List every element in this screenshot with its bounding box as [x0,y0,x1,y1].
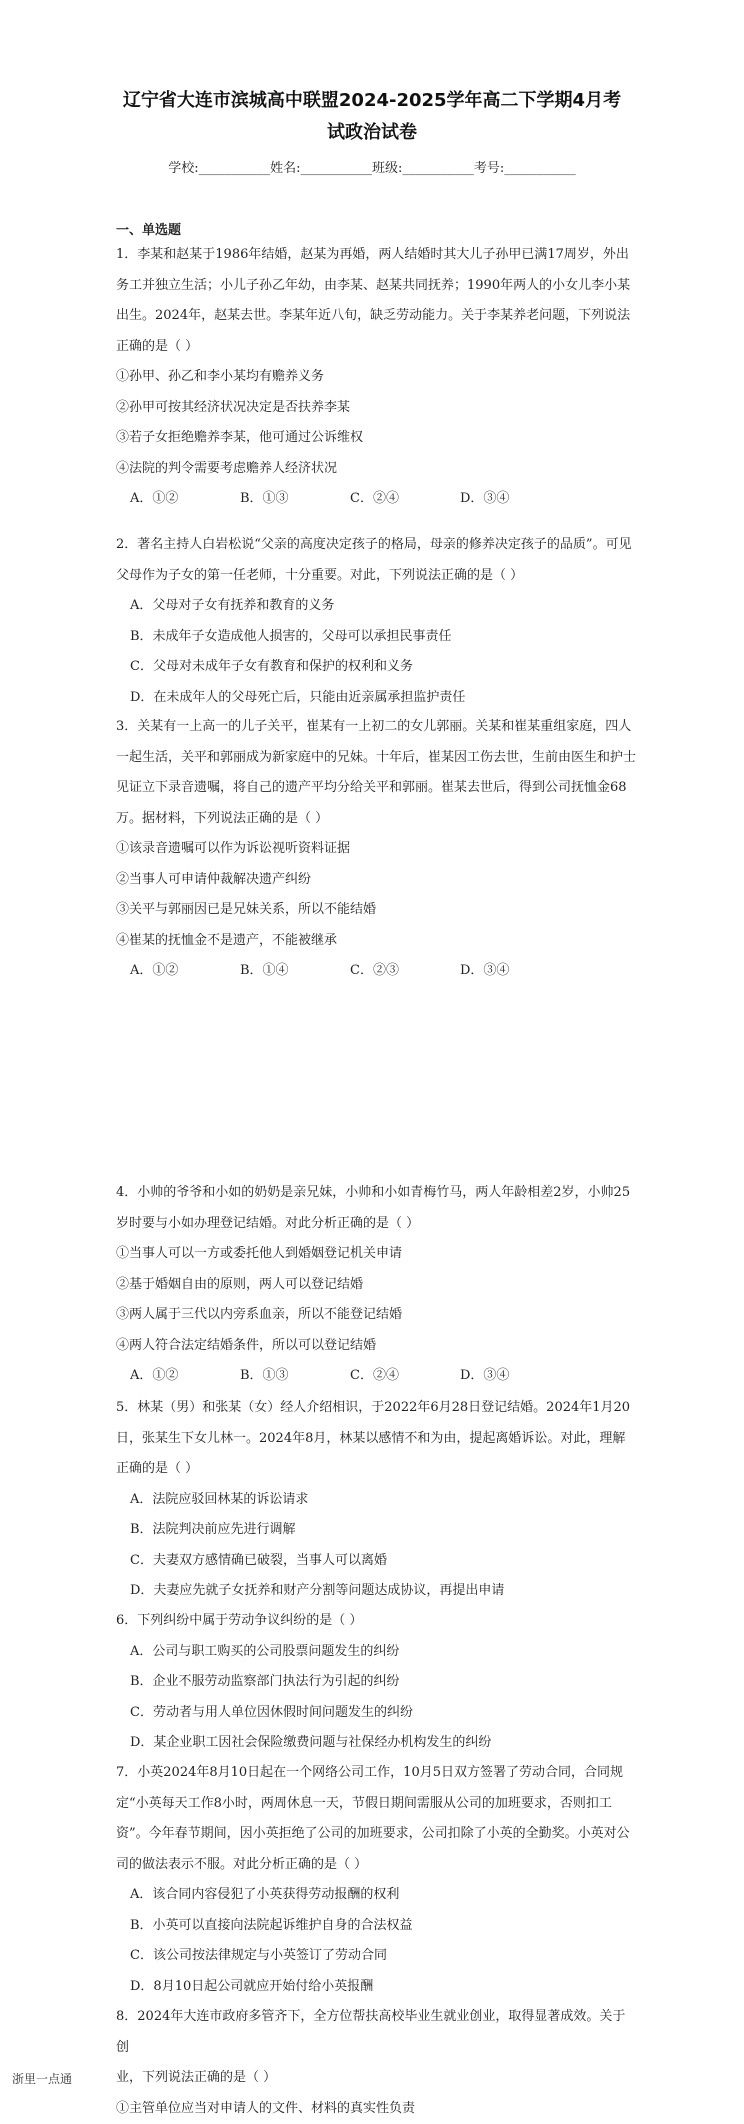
question-4 [116,1178,636,1392]
question-3 [116,712,636,987]
question-1 [116,240,636,515]
q2-choice-d[interactable]: D．在未成年人的父母死亡后，只能由近亲属承担监护责任 [116,683,636,714]
q1-choices [116,484,636,515]
q3-stem-line: 万。据材料，下列说法正确的是（ ） [116,804,636,835]
q3-stem-line: 见证立下录音遗嘱，将自己的遗产平均分给关平和郭丽。崔某去世后，得到公司抚恤金68 [116,773,636,804]
q7-stem-line: 定“小英每天工作8小时，两周休息一天，节假日期间需服从公司的加班要求，否则扣工 [116,1789,636,1820]
q2-stem-line: 父母作为子女的第一任老师，十分重要。对此，下列说法正确的是（ ） [116,561,636,592]
q6-choice-a[interactable]: A．公司与职工购买的公司股票问题发生的纠纷 [116,1637,636,1668]
q3-choice-c[interactable]: C．②③ [350,956,460,987]
q1-stem-line: 务工并独立生活；小儿子孙乙年幼，由李某、赵某共同抚养；1990年两人的小女儿李小某 [116,271,636,302]
q2-choice-a[interactable]: A．父母对子女有抚养和教育的义务 [116,591,636,622]
q3-item: ③关平与郭丽因已是兄妹关系，所以不能结婚 [116,895,636,926]
q2-choice-c[interactable]: C．父母对未成年子女有教育和保护的权利和义务 [116,652,636,683]
q5-stem-line: 5．林某（男）和张某（女）经人介绍相识，于2022年6月28日登记结婚。2024年1月20 [116,1393,636,1424]
q8-item: ①主管单位应当对申请人的文件、材料的真实性负责 [116,2094,636,2124]
q3-item: ②当事人可申请仲裁解决遗产纠纷 [116,865,636,896]
section-title: 一、单选题 [116,219,181,238]
q7-choice-d[interactable]: D．8月10日起公司就应开始付给小英报酬 [116,1972,636,2003]
q6-stem-line: 6．下列纠纷中属于劳动争议纠纷的是（ ） [116,1606,636,1637]
q1-item: ③若子女拒绝赡养李某，他可通过公诉维权 [116,423,636,454]
q6-choice-d[interactable]: D．某企业职工因社会保险缴费问题与社保经办机构发生的纠纷 [116,1728,636,1759]
q5-stem-line: 日，张某生下女儿林一。2024年8月，林某以感情不和为由，提起离婚诉讼。对此，理解 [116,1424,636,1455]
exam-title-line1: 辽宁省大连市滨城高中联盟2024-2025学年高二下学期4月考 [0,86,744,112]
q2-choice-b[interactable]: B．未成年子女造成他人损害的，父母可以承担民事责任 [116,622,636,653]
q1-choice-d[interactable]: D．③④ [460,484,570,515]
q1-choice-a[interactable]: A．①② [130,484,240,515]
q8-stem-line: 8．2024年大连市政府多管齐下，全方位帮扶高校毕业生就业创业，取得显著成效。关于创 [116,2002,636,2063]
q1-choice-c[interactable]: C．②④ [350,484,460,515]
q4-item: ②基于婚姻自由的原则，两人可以登记结婚 [116,1270,636,1301]
q4-choice-a[interactable]: A．①② [130,1361,240,1392]
q1-stem-line: 1．李某和赵某于1986年结婚，赵某为再婚，两人结婚时其大儿子孙甲已满17周岁，外出 [116,240,636,271]
q1-item: ②孙甲可按其经济状况决定是否扶养李某 [116,393,636,424]
q4-item: ①当事人可以一方或委托他人到婚姻登记机关申请 [116,1239,636,1270]
q1-choice-b[interactable]: B．①③ [240,484,350,515]
question-7 [116,1758,636,2002]
q3-choices [116,956,636,987]
q7-stem-line: 资”。今年春节期间，因小英拒绝了公司的加班要求，公司扣除了小英的全勤奖。小英对公 [116,1819,636,1850]
q4-choices [116,1361,636,1392]
q3-stem-line: 一起生活，关平和郭丽成为新家庭中的兄妹。十年后，崔某因工伤去世，生前由医生和护士 [116,743,636,774]
q6-choice-c[interactable]: C．劳动者与用人单位因休假时间问题发生的纠纷 [116,1698,636,1729]
q4-choice-d[interactable]: D．③④ [460,1361,570,1392]
q5-choice-a[interactable]: A．法院应驳回林某的诉讼请求 [116,1485,636,1516]
q1-stem-line: 出生。2024年，赵某去世。李某年近八旬，缺乏劳动能力。关于李某养老问题，下列说法 [116,301,636,332]
q4-choice-c[interactable]: C．②④ [350,1361,460,1392]
q2-stem-line: 2．著名主持人白岩松说“父亲的高度决定孩子的格局，母亲的修养决定孩子的品质”。可见 [116,530,636,561]
q3-choice-b[interactable]: B．①④ [240,956,350,987]
footer-watermark: 浙里一点通 [12,2070,72,2087]
q5-choice-b[interactable]: B．法院判决前应先进行调解 [116,1515,636,1546]
q4-stem-line: 岁时要与小如办理登记结婚。对此分析正确的是（ ） [116,1209,636,1240]
q7-stem-line: 7．小英2024年8月10日起在一个网络公司工作，10月5日双方签署了劳动合同，合同规 [116,1758,636,1789]
q5-choice-c[interactable]: C．夫妻双方感情确已破裂，当事人可以离婚 [116,1546,636,1577]
q3-choice-d[interactable]: D．③④ [460,956,570,987]
q7-choice-c[interactable]: C．该公司按法律规定与小英签订了劳动合同 [116,1941,636,1972]
q7-stem-line: 司的做法表示不服。对此分析正确的是（ ） [116,1850,636,1881]
question-8 [116,2002,636,2124]
q7-choice-a[interactable]: A．该合同内容侵犯了小英获得劳动报酬的权利 [116,1880,636,1911]
question-5 [116,1393,636,1607]
q4-stem-line: 4．小帅的爷爷和小如的奶奶是亲兄妹，小帅和小如青梅竹马，两人年龄相差2岁，小帅25 [116,1178,636,1209]
q4-item: ③两人属于三代以内旁系血亲，所以不能登记结婚 [116,1300,636,1331]
q1-stem-line: 正确的是（ ） [116,332,636,363]
q7-choice-b[interactable]: B．小英可以直接向法院起诉维护自身的合法权益 [116,1911,636,1942]
q4-choice-b[interactable]: B．①③ [240,1361,350,1392]
q5-stem-line: 正确的是（ ） [116,1454,636,1485]
q3-choice-a[interactable]: A．①② [130,956,240,987]
q8-stem-line: 业，下列说法正确的是（ ） [116,2063,636,2094]
q5-choice-d[interactable]: D．夫妻应先就子女抚养和财产分割等问题达成协议，再提出申请 [116,1576,636,1607]
q4-item: ④两人符合法定结婚条件，所以可以登记结婚 [116,1331,636,1362]
q6-choice-b[interactable]: B．企业不服劳动监察部门执法行为引起的纠纷 [116,1667,636,1698]
exam-title-line2: 试政治试卷 [0,118,744,144]
q1-item: ④法院的判令需要考虑赡养人经济状况 [116,454,636,485]
question-6 [116,1606,636,1759]
q3-stem-line: 3．关某有一上高一的儿子关平，崔某有一上初二的女儿郭丽。关某和崔某重组家庭，四人 [116,712,636,743]
q3-item: ④崔某的抚恤金不是遗产，不能被继承 [116,926,636,957]
q3-item: ①该录音遗嘱可以作为诉讼视听资料证据 [116,834,636,865]
student-info-line: 学校:___________姓名:___________班级:___________考号:___________ [0,157,744,176]
question-2 [116,530,636,713]
q1-item: ①孙甲、孙乙和李小某均有赡养义务 [116,362,636,393]
